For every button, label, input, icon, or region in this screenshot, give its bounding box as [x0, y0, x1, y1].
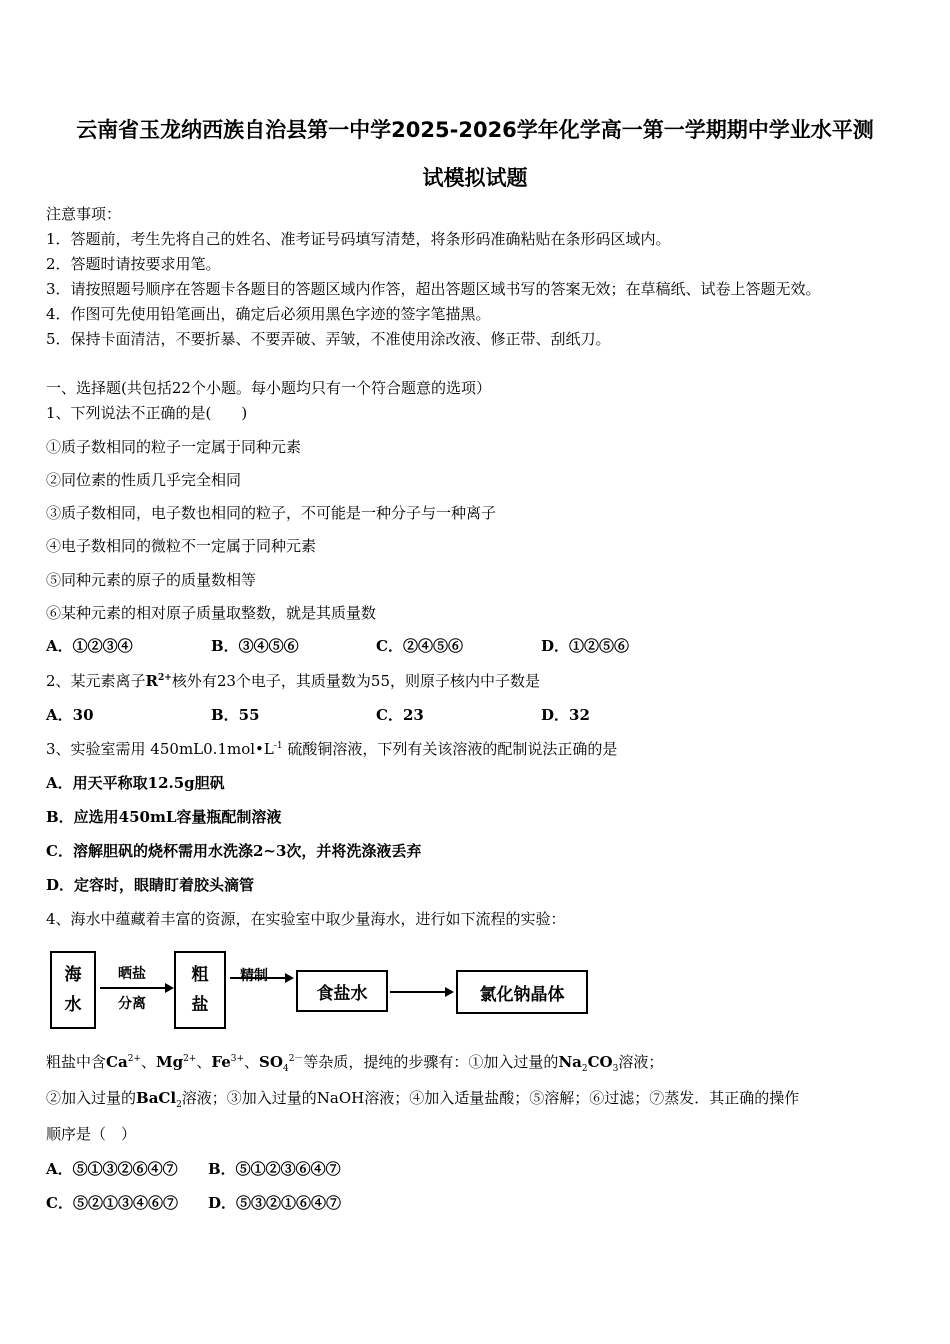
q1-option-b: B．③④⑤⑥: [211, 637, 299, 655]
q1-statement: ③质子数相同，电子数也相同的粒子，不可能是一种分子与一种离子: [46, 504, 497, 522]
flow-label-evaporate: 晒盐: [118, 966, 146, 982]
q1-statement: ②同位素的性质几乎完全相同: [46, 471, 242, 489]
q4-option-a: A．⑤①③②⑥④⑦: [46, 1160, 178, 1178]
q2-option-a: A．30: [46, 706, 94, 724]
q2-option-c: C．23: [376, 706, 424, 724]
q4-text-1: 粗盐中含$Ca^{2+}$、$Mg^{2+}$、$Fe^{3+}$、$SO_4^{2-}$等杂质，提纯的步骤有：①加入过量的$Na_2CO_3$溶液；: [46, 1053, 664, 1074]
q3-option-c: C．溶解胆矾的烧杯需用水洗涤2~3次，并将洗涤液丢弃: [46, 842, 422, 860]
q4-options-row1: [46, 1158, 341, 1179]
q4-option-b: B．⑤①②③⑥④⑦: [208, 1160, 341, 1178]
flow-box-seawater: 海 水: [50, 951, 96, 1029]
note-item-4: 4．作图可先使用铅笔画出，确定后必须用黑色字迹的签字笔描黑。: [46, 305, 491, 323]
q1-option-c: C．②④⑤⑥: [376, 637, 463, 655]
q1-statement: ⑤同种元素的原子的质量数相等: [46, 571, 257, 589]
q3-option-d: D．定容时，眼睛盯着胶头滴管: [46, 876, 255, 894]
flow-box-crude-salt: 粗 盐: [174, 951, 226, 1029]
q1-option-a: A．①②③④: [46, 637, 133, 655]
note-item-2: 2．答题时请按要求用笔。: [46, 255, 221, 273]
section-heading: 一、选择题(共包括22个小题。每小题均只有一个符合题意的选项）: [46, 379, 491, 397]
flow-arrow-3: [390, 991, 452, 993]
q3-option-b: B．应选用450mL容量瓶配制溶液: [46, 808, 282, 826]
notes-heading: 注意事项：: [46, 205, 122, 223]
exam-title-line2: 试模拟试题: [422, 166, 528, 190]
q2-option-b: B．55: [211, 706, 260, 724]
note-item-1: 1．答题前，考生先将自己的姓名、准考证号码填写清楚，将条形码准确粘贴在条形码区域内。: [46, 230, 671, 248]
q4-option-c: C．⑤②①③④⑥⑦: [46, 1194, 178, 1212]
q1-stem: 1、下列说法不正确的是( ): [46, 404, 248, 422]
q3-stem: 3、实验室需用 $450mL0.1mol•L^{-1}$ 硫酸铜溶液，下列有关该溶液的配制说法正确的是: [46, 740, 618, 758]
note-item-5: 5．保持卡面清洁，不要折暴、不要弄破、弄皱，不准使用涂改液、修正带、刮纸刀。: [46, 330, 611, 348]
q4-text-2: ②加入过量的BaCl$_2$溶液；③加入过量的NaOH溶液；④加入适量盐酸；⑤溶解；⑥过滤；⑦蒸发．其正确的操作: [46, 1089, 800, 1110]
q4-text-3: 顺序是（ ）: [46, 1125, 137, 1143]
q4-stem: 4、海水中蕴藏着丰富的资源，在实验室中取少量海水，进行如下流程的实验：: [46, 910, 566, 928]
flow-arrow-1: [100, 987, 172, 989]
q1-options: [46, 635, 629, 656]
q2-option-d: D．32: [541, 706, 590, 724]
q4-option-d: D．⑤③②①⑥④⑦: [208, 1194, 342, 1212]
flow-diagram: [46, 945, 606, 1035]
flow-box-nacl-crystal: 氯化钠晶体: [456, 970, 588, 1014]
q1-statement: ⑥某种元素的相对原子质量取整数，就是其质量数: [46, 604, 377, 622]
note-item-3: 3．请按照题号顺序在答题卡各题目的答题区域内作答，超出答题区域书写的答案无效；在草稿纸、试卷上答题无效。: [46, 280, 821, 298]
flow-label-refine: 精制: [240, 968, 268, 984]
q3-option-a: A．用天平称取12.5g胆矾: [46, 774, 225, 792]
q2-stem: 2、某元素离子$R^{2+}$核外有23个电子，其质量数为55，则原子核内中子数是: [46, 672, 541, 690]
flow-label-separate: 分离: [118, 996, 146, 1012]
flow-arrow-2: [230, 977, 292, 979]
q1-statement: ①质子数相同的粒子一定属于同种元素: [46, 438, 302, 456]
exam-title-line1: 云南省玉龙纳西族自治县第一中学2025-2026学年化学高一第一学期期中学业水平测: [76, 118, 874, 142]
q2-options: [46, 704, 590, 725]
flow-box-brine: 食盐水: [296, 970, 388, 1012]
q1-option-d: D．①②⑤⑥: [541, 637, 630, 655]
q1-statement: ④电子数相同的微粒不一定属于同种元素: [46, 537, 317, 555]
q4-options-row2: [46, 1192, 341, 1213]
